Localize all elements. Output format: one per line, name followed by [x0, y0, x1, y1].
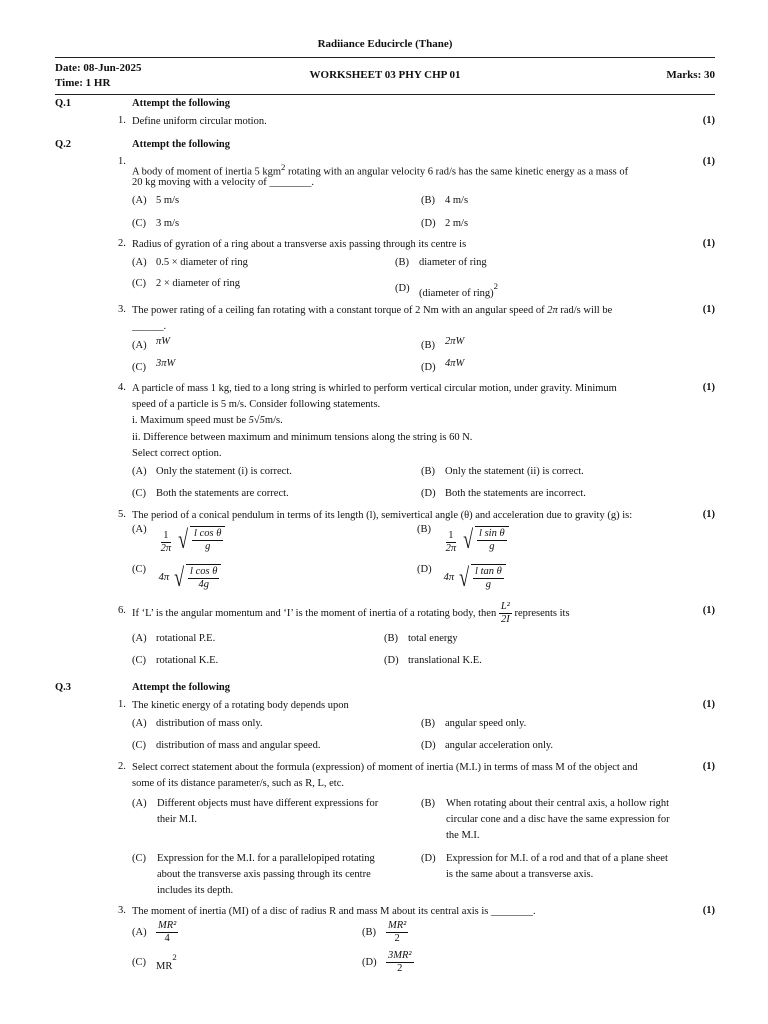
- option-letter: (A): [132, 257, 147, 268]
- q2-2-marks: (1): [702, 238, 715, 249]
- fraction-num: MR²: [388, 920, 407, 931]
- q2-4-option-c[interactable]: [132, 488, 289, 499]
- q3-1-text: The kinetic energy of a rotating body depends upon: [132, 700, 349, 711]
- option-text: rotational P.E.: [156, 633, 216, 644]
- option-text: [157, 796, 412, 828]
- q2-2-text: Radius of gyration of a ring about a transverse axis passing through its centre is: [132, 239, 467, 250]
- q2-heading: Attempt the following: [132, 139, 230, 150]
- option-letter: (B): [421, 718, 435, 729]
- q3-label: Q.3: [55, 682, 72, 693]
- option-line: their M.I.: [157, 814, 197, 825]
- q2-1-number: 1.: [118, 156, 126, 167]
- q3-1-option-a[interactable]: [132, 718, 263, 729]
- option-letter: (D): [417, 564, 432, 575]
- total-marks: Marks: 30: [666, 69, 715, 81]
- q3-1-number: 1.: [118, 699, 126, 710]
- q2-6-text-a: If ‘L’ is the angular momentum and ‘I’ is the moment of inertia of a rotating body, then: [132, 607, 499, 619]
- option-text: Both the statements are incorrect.: [445, 488, 586, 499]
- q3-3-marks: (1): [702, 905, 715, 916]
- q3-3-option-b[interactable]: [362, 920, 408, 945]
- q2-6-text: [132, 601, 692, 626]
- q2-1-sup: 2: [281, 162, 286, 172]
- exam-time: Time: 1 HR: [55, 77, 111, 89]
- q3-3-option-c[interactable]: [132, 952, 177, 972]
- coef-fraction: [159, 530, 174, 555]
- coef-den: 2π: [160, 543, 172, 554]
- option-letter: (A): [132, 718, 147, 729]
- radicand-den: g: [205, 541, 211, 552]
- q3-2-option-d[interactable]: [421, 851, 701, 883]
- institute-name: Radiiance Educircle (Thane): [317, 38, 453, 50]
- option-letter: (D): [384, 655, 399, 666]
- q2-4-number: 4.: [118, 382, 126, 393]
- q2-4-option-d[interactable]: [421, 488, 586, 499]
- q2-1-text-c: 20 kg moving with a velocity of ________.: [132, 177, 314, 188]
- fraction-num: MR²: [158, 920, 177, 931]
- radical-sign-icon: √: [173, 562, 184, 592]
- q3-1-option-d[interactable]: [421, 740, 553, 751]
- q2-1-text-b: rotating with an angular velocity 6 rad/s has the same kinetic energy as a mass of: [285, 166, 629, 178]
- option-letter: (A): [132, 340, 147, 351]
- option-text: [446, 796, 701, 844]
- option-text: 4πW: [445, 358, 465, 369]
- option-fraction: [156, 920, 178, 945]
- option-text: 2 m/s: [445, 218, 469, 229]
- q2-1-text-a: A body of moment of inertia 5 kgm: [132, 166, 282, 178]
- q2-3-two-pi: 2π: [547, 305, 558, 316]
- q2-1-option-d[interactable]: [421, 218, 468, 229]
- q2-4-line2: speed of a particle is 5 m/s. Consider following statements.: [132, 399, 381, 410]
- option-letter: (A): [132, 466, 147, 477]
- radicand-num: l sin θ: [479, 528, 505, 539]
- radicand-num: l tan θ: [475, 566, 502, 577]
- option-line: about the transverse axis passing through its centre: [157, 869, 371, 880]
- q2-5-option-d[interactable]: [417, 564, 506, 591]
- q3-2-number: 2.: [118, 761, 126, 772]
- option-text: distribution of mass only.: [156, 718, 263, 729]
- option-letter: (C): [132, 956, 146, 968]
- q2-3-option-d[interactable]: [421, 358, 465, 373]
- q3-3-number: 3.: [118, 905, 126, 916]
- q3-2-line2: some of its distance parameter/s, such as R, L, etc.: [132, 778, 344, 789]
- option-text: total energy: [408, 633, 458, 644]
- option-letter: (C): [132, 278, 146, 289]
- q1-1-marks: (1): [702, 115, 715, 126]
- radical-sign-icon: √: [462, 524, 473, 554]
- radicand: [475, 526, 509, 553]
- option-line: Different objects must have different expressions for: [157, 798, 379, 809]
- exam-date: Date: 08-Jun-2025: [55, 62, 142, 74]
- q1-1-text: Define uniform circular motion.: [132, 116, 267, 127]
- coef-fraction: [444, 530, 459, 555]
- radical-sign-icon: √: [177, 524, 188, 554]
- q2-5-option-a[interactable]: [132, 524, 225, 555]
- option-letter: (A): [132, 798, 147, 809]
- radicand: [186, 564, 221, 591]
- worksheet-title: WORKSHEET 03 PHY CHP 01: [309, 69, 461, 81]
- q2-2-option-b[interactable]: [395, 257, 487, 268]
- sqrt-expression: [461, 526, 509, 553]
- option-line: the M.I.: [446, 830, 480, 841]
- option-letter: (D): [362, 956, 377, 968]
- q2-3-option-b[interactable]: [421, 336, 465, 351]
- option-fraction: [386, 950, 414, 975]
- fraction-den: 2: [394, 933, 400, 944]
- q2-4-marks: (1): [702, 382, 715, 393]
- q1-1-number: 1.: [118, 115, 126, 126]
- option-text: rotational K.E.: [156, 655, 219, 666]
- option-fraction: [386, 920, 408, 945]
- q2-5-text: The period of a conical pendulum in terms of its length (l), semivertical angle (θ) and acceleration due to gravity (g) is:: [132, 510, 633, 521]
- radicand-den: g: [489, 541, 495, 552]
- q2-5-option-b[interactable]: [417, 524, 509, 555]
- option-letter: (B): [395, 257, 409, 268]
- fraction-num: 3MR²: [388, 950, 412, 961]
- q3-1-option-c[interactable]: [132, 740, 320, 751]
- option-text: 2πW: [445, 336, 465, 347]
- option-line: is the same about a transverse axis.: [446, 869, 594, 880]
- q3-2-line1: Select correct statement about the formula (expression) of moment of inertia (M.I.) in terms of mass M of the object and: [132, 762, 638, 773]
- option-letter: (C): [132, 740, 146, 751]
- option-text: [446, 851, 701, 883]
- option-letter: (B): [362, 926, 376, 938]
- option-letter: (D): [421, 218, 436, 229]
- fraction-den: 2: [397, 963, 403, 974]
- sqrt-expression: [172, 564, 222, 591]
- option-letter: (C): [132, 362, 146, 373]
- option-letter: (B): [421, 466, 435, 477]
- option-text: Both the statements are correct.: [156, 488, 289, 499]
- q2-5-option-c[interactable]: [132, 564, 221, 591]
- option-letter: (A): [132, 524, 147, 535]
- option-letter: (D): [421, 488, 436, 499]
- option-sup: 2: [172, 952, 177, 962]
- radicand: [190, 526, 225, 553]
- q2-5-marks: (1): [702, 509, 715, 520]
- option-text: distribution of mass and angular speed.: [156, 740, 321, 751]
- header-rule-bottom: [55, 94, 715, 95]
- option-text: (diameter of ring): [419, 287, 494, 299]
- q3-2-option-a[interactable]: [132, 796, 412, 828]
- option-text: 3πW: [156, 358, 176, 369]
- radicand-den: g: [485, 579, 492, 590]
- q3-3-text: The moment of inertia (MI) of a disc of radius R and mass M about its central axis is ________.: [132, 906, 536, 917]
- radicand-num: l cos θ: [190, 566, 218, 577]
- coef: 4π: [443, 572, 455, 583]
- q2-2-option-c[interactable]: [132, 278, 240, 289]
- q2-4-option-b[interactable]: [421, 466, 584, 477]
- option-text: 0.5 × diameter of ring: [156, 257, 248, 268]
- q2-3-text-a: The power rating of a ceiling fan rotating with a constant torque of 2 Nm with an angular speed of: [132, 305, 548, 316]
- coef: 4π: [158, 572, 170, 583]
- option-text: Only the statement (i) is correct.: [156, 466, 292, 477]
- q2-1-option-c[interactable]: [132, 218, 179, 229]
- option-letter: (C): [132, 218, 146, 229]
- q1-label: Q.1: [55, 98, 72, 109]
- q2-4-line1: A particle of mass 1 kg, tied to a long string is whirled to perform vertical circular motion, under gravity. Minimum: [132, 383, 617, 394]
- radicand-den: 4g: [198, 579, 209, 590]
- q2-4-line4: ii. Difference between maximum and minimum tensions along the string is 60 N.: [132, 432, 473, 443]
- radical-sign-icon: √: [458, 562, 469, 592]
- fraction-den: 4: [164, 933, 170, 944]
- sqrt-expression: [457, 564, 506, 591]
- q2-6-fraction: [499, 601, 512, 626]
- sqrt-expression: [176, 526, 226, 553]
- q3-1-option-b[interactable]: [421, 718, 526, 729]
- q2-4-line3-b: 5√5: [248, 415, 265, 426]
- q3-3-option-d[interactable]: [362, 950, 414, 975]
- q2-3-text-c: rad/s will be: [557, 305, 613, 316]
- q2-3-option-a[interactable]: [132, 336, 171, 351]
- fraction-num: L²: [500, 601, 510, 612]
- option-text: 4 m/s: [445, 195, 469, 206]
- q2-4-option-a[interactable]: [132, 466, 292, 477]
- q2-5-number: 5.: [118, 509, 126, 520]
- option-letter: (B): [417, 524, 431, 535]
- option-letter: (D): [421, 853, 436, 864]
- q2-2-option-d[interactable]: [395, 278, 499, 299]
- option-sup: 2: [493, 281, 499, 291]
- option-letter: (D): [395, 282, 410, 294]
- option-letter: (C): [132, 564, 146, 575]
- option-letter: (D): [421, 362, 436, 373]
- q2-1-option-b[interactable]: [421, 195, 468, 206]
- option-text: MR: [156, 960, 173, 972]
- option-text: angular acceleration only.: [445, 740, 554, 751]
- q2-6-number: 6.: [118, 605, 126, 616]
- q3-3-option-a[interactable]: [132, 920, 178, 945]
- option-text: 5 m/s: [156, 195, 180, 206]
- q2-6-option-d[interactable]: [384, 655, 482, 666]
- option-line: Expression for M.I. of a rod and that of a plane sheet: [446, 853, 668, 864]
- q2-3-number: 3.: [118, 304, 126, 315]
- option-text: 3 m/s: [156, 218, 180, 229]
- q2-3-text: [132, 303, 692, 319]
- option-text: [157, 851, 412, 899]
- option-text: diameter of ring: [419, 257, 487, 268]
- coef-num: 1: [163, 530, 169, 541]
- option-text: Only the statement (ii) is correct.: [445, 466, 584, 477]
- option-letter: (B): [421, 195, 435, 206]
- option-letter: (B): [421, 798, 435, 809]
- q1-heading: Attempt the following: [132, 98, 230, 109]
- coef-den: 2π: [445, 543, 457, 554]
- q2-4-line5: Select correct option.: [132, 448, 222, 459]
- q2-label: Q.2: [55, 139, 72, 150]
- option-letter: (A): [132, 195, 147, 206]
- option-line: circular cone and a disc have the same expression for: [446, 814, 670, 825]
- coef-num: 1: [448, 530, 454, 541]
- q2-1-option-a[interactable]: [132, 195, 179, 206]
- q2-4-line3-c: m/s.: [264, 415, 283, 426]
- q2-1-marks: (1): [702, 156, 715, 167]
- q3-2-option-c[interactable]: [132, 851, 412, 899]
- q2-4-line3-a: i. Maximum speed must be: [132, 415, 249, 426]
- option-text: πW: [156, 336, 171, 347]
- q2-6-text-b: represents its: [511, 607, 570, 619]
- q3-2-option-b[interactable]: [421, 796, 701, 844]
- option-line: Expression for the M.I. for a parallelopiped rotating: [157, 853, 375, 864]
- q2-4-line3: [132, 413, 692, 429]
- q3-2-marks: (1): [702, 761, 715, 772]
- fraction-den: 2I: [500, 614, 510, 625]
- option-line: When rotating about their central axis, a hollow right: [446, 798, 670, 809]
- q3-heading: Attempt the following: [132, 682, 230, 693]
- option-letter: (D): [421, 740, 436, 751]
- q2-3-marks: (1): [702, 304, 715, 315]
- option-line: includes its depth.: [157, 885, 234, 896]
- option-text: translational K.E.: [408, 655, 482, 666]
- q2-3-text-d: ______.: [132, 321, 167, 332]
- option-letter: (B): [421, 340, 435, 351]
- option-letter: (A): [132, 926, 147, 938]
- header-rule-top: [55, 57, 715, 58]
- radicand: [471, 564, 506, 591]
- q2-6-option-c[interactable]: [132, 655, 218, 666]
- q2-2-number: 2.: [118, 238, 126, 249]
- q2-6-marks: (1): [702, 605, 715, 616]
- q2-2-option-a[interactable]: [132, 257, 248, 268]
- radicand-num: l cos θ: [194, 528, 222, 539]
- option-letter: (B): [384, 633, 398, 644]
- q2-6-option-b[interactable]: [384, 633, 458, 644]
- q2-6-option-a[interactable]: [132, 633, 215, 644]
- option-text: 2 × diameter of ring: [156, 278, 241, 289]
- option-text: angular speed only.: [445, 718, 527, 729]
- option-letter: (C): [132, 655, 146, 666]
- option-letter: (A): [132, 633, 147, 644]
- q3-1-marks: (1): [702, 699, 715, 710]
- option-letter: (C): [132, 488, 146, 499]
- option-letter: (C): [132, 853, 146, 864]
- q2-3-option-c[interactable]: [132, 358, 176, 373]
